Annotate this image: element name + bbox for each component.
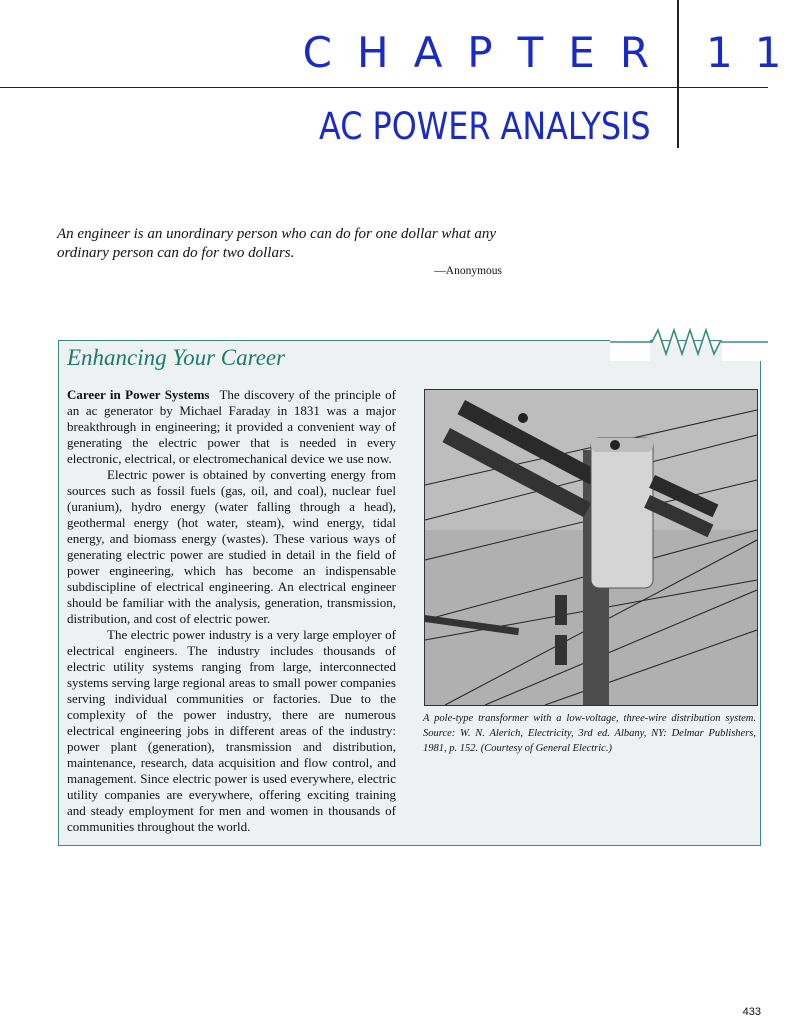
pole-transformer-illustration	[425, 390, 757, 705]
header-horizontal-rule	[0, 87, 768, 88]
transformer-photo	[424, 389, 758, 706]
page-number: 433	[742, 1006, 761, 1018]
chapter-number: 11	[706, 28, 803, 77]
career-paragraph-1	[67, 387, 396, 467]
resistor-zigzag-icon	[610, 322, 768, 362]
epigraph-quote: An engineer is an unordinary person who can do for one dollar what any ordinary person can do for two dollars.	[57, 226, 496, 261]
career-body-text	[67, 387, 396, 835]
career-paragraph-1-text: The discovery of the principle of an ac generator by Michael Faraday in 1831 was a major breakthrough in engineering; it provided a convenient way of generating the electric power that is needed in every electronic, electrical, or electromechanical device we use now.	[67, 387, 396, 466]
career-box	[58, 340, 761, 846]
career-paragraph-3: The electric power industry is a very large employer of electrical engineers. The industry includes thousands of electric utility systems ranging from large, interconnected systems serving large regional areas to small power companies serving individual communities or factories. Due to the complexity of the power industry, there are numerous electrical engineering jobs in different areas of the industry: power plant (generation), transmission and distribution, maintenance, research, data acquisition and flow control, and management. Since electric power is used everywhere, electric utility companies are everywhere, offering exciting training and steady employment for men and women in thousands of communities throughout the world.	[67, 627, 396, 834]
career-paragraph-2: Electric power is obtained by converting energy from sources such as fossil fuels (gas, oil, and coal), nuclear fuel (uranium), hydro energy (water falling through a head), geothermal energy (hot water, steam), wind energy, tidal energy, and biomass energy (wastes). These various ways of generating electric power are studied in detail in the field of power engineering, which has become an indispensable subdiscipline of electrical engineering. An electrical engineer should be familiar with the analysis, generation, transmission, distribution, and cost of electric power.	[67, 467, 396, 626]
epigraph-attribution: —Anonymous	[434, 265, 502, 277]
chapter-title: AC POWER ANALYSIS	[319, 105, 651, 148]
career-lead-heading: Career in Power Systems	[67, 387, 210, 402]
photo-caption: A pole-type transformer with a low-voltage, three-wire distribution system. Source: W. N. Alerich, Electricity, 3rd ed. Albany, NY: Delmar Publishers, 1981, p. 152. (Courtesy of General Electric.)	[423, 713, 756, 754]
chapter-word: CHAPTER	[302, 28, 674, 77]
career-box-title: Enhancing Your Career	[67, 345, 286, 370]
header-vertical-rule	[677, 0, 679, 148]
